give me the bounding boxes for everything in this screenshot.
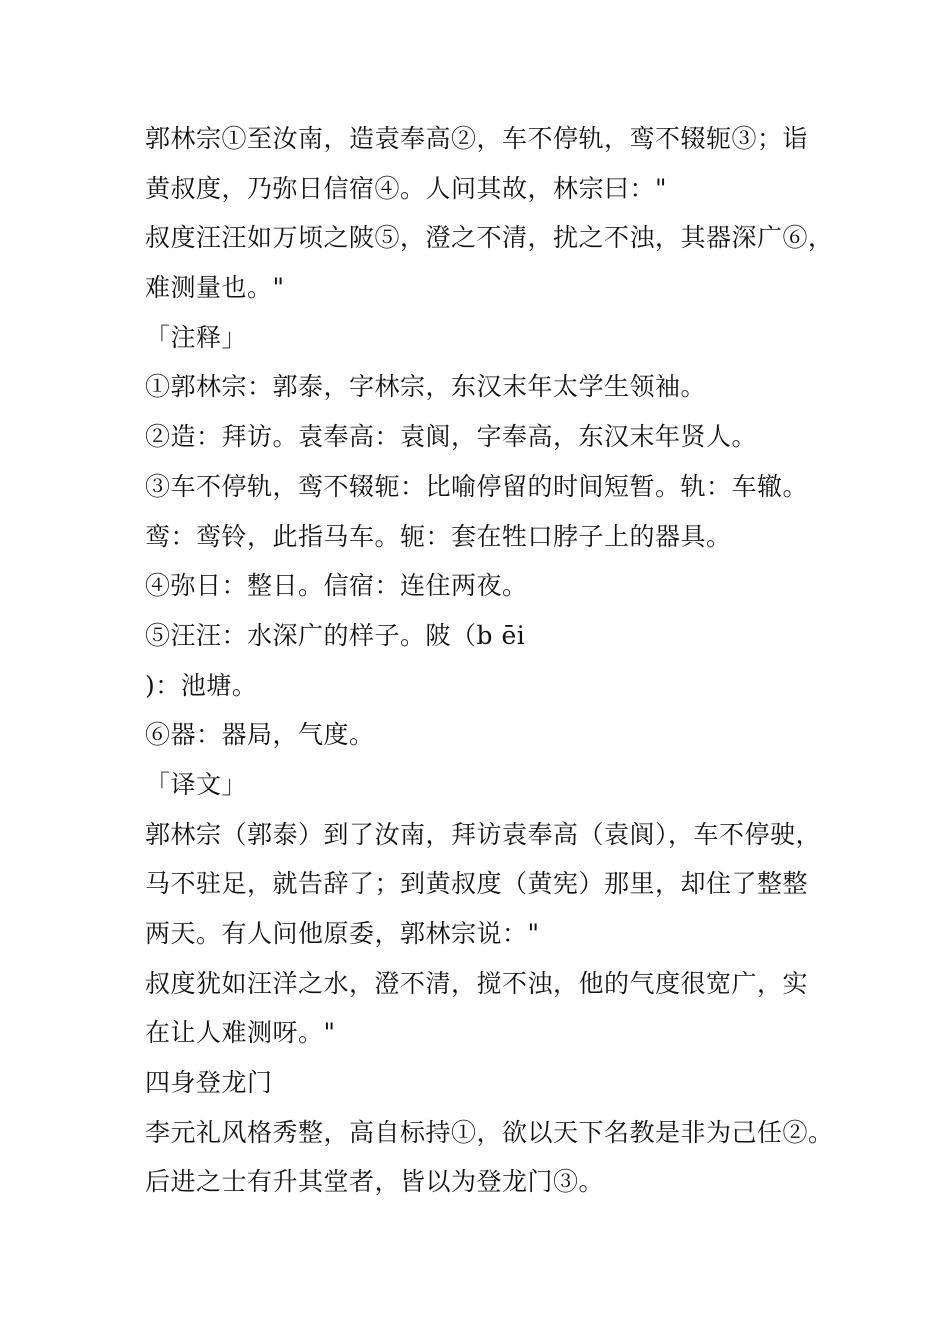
section-heading-translation: 「译文」 [145,769,248,799]
document-body [145,114,834,1207]
text-line: 难测量也。" [145,273,285,303]
text-line: 在让人难测呀。" [145,1018,336,1048]
note-line: ①郭林宗：郭泰，字林宗，东汉末年太学生领袖。 [145,372,707,402]
text-line: 黄叔度，乃弥日信宿④。人问其故，林宗曰：" [145,173,668,203]
text-line: 郭林宗①至汝南，造袁奉高②，车不停轨，鸾不辍轭③；诣 [145,124,809,153]
text-line: 叔度汪汪如万顷之陂⑤，澄之不清，扰之不浊，其器深广⑥， [145,223,834,253]
text-line: 叔度犹如汪洋之水，澄不清，搅不浊，他的气度很宽广，实 [145,968,809,998]
note-line: ④弥日：整日。信宿：连住两夜。 [145,571,528,601]
section-heading-notes: 「注释」 [145,322,248,352]
note-line: ⑤汪汪：水深广的样子。陂（b ēi [145,620,526,650]
text-line: 郭林宗（郭泰）到了汝南，拜访袁奉高（袁阆），车不停驶， [145,819,822,849]
note-line: ⑥器：器局，气度。 [145,720,375,750]
note-line: ③车不停轨，鸾不辍轭：比喻停留的时间短暂。轨：车辙。 [145,471,809,501]
text-line: 后进之士有升其堂者，皆以为登龙门③。 [145,1167,605,1197]
section-title: 四身登龙门 [145,1068,273,1098]
text-line: 两天。有人问他原委，郭林宗说：" [145,919,540,948]
text-line: 李元礼风格秀整，高自标持①，欲以天下名教是非为己任②。 [145,1117,834,1147]
note-line: )：池塘。 [145,670,258,700]
note-line: 鸾：鸾铃，此指马车。轭：套在牲口脖子上的器具。 [145,521,732,551]
note-line: ②造：拜访。袁奉高：袁阆，字奉高，东汉末年贤人。 [145,422,758,452]
text-line: 马不驻足，就告辞了；到黄叔度（黄宪）那里，却住了整整 [145,869,809,899]
